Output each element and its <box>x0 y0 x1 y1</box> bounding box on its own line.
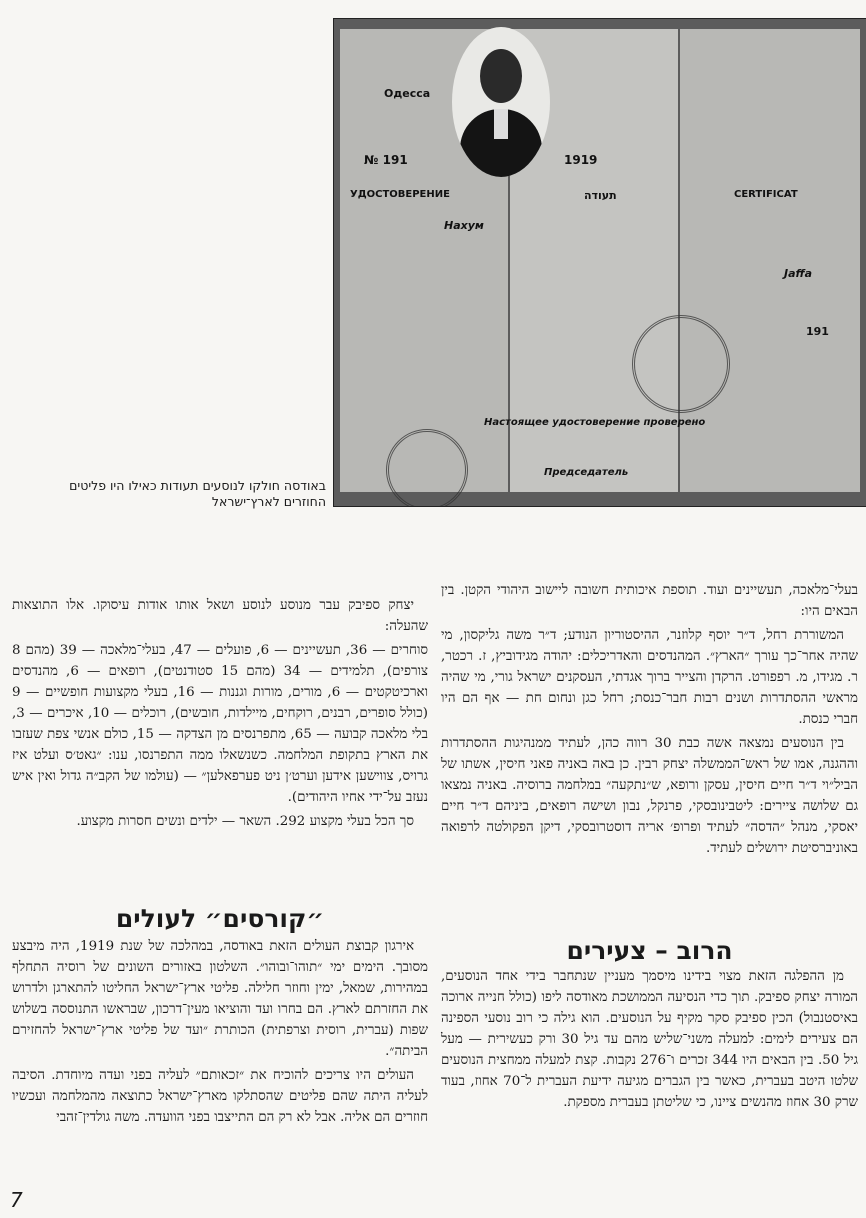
right-column-section <box>441 966 858 1116</box>
paragraph: בעלי־מלאכה, תעשיינים ועוד. תוספת איכותית חשובה ליישוב היהודי הקטן. בין הבאים היו: <box>441 583 858 619</box>
round-stamp <box>632 315 730 413</box>
paragraph: המשוררת רחל, ד״ר יוסף קלוזנר, ההיסטוריון הנודע; ד״ר משה גליקסון, מי שהיה אחר־כך עורך ״הארץ״. המהנדסים והאדריכלים: יהודה מגידוביץ, ז. רכטר, ר. מגידו, מ. רפפורט. הרקדן והצייר ברוך אגדתי, העסקנים ישראל גורי, מי שהיה מראשי ההסתדרות ושנים רבות חבר־כנסת; רחל כגן ונחום חת — אף הם היו חברי כנסת. <box>441 628 858 727</box>
paragraph: מן ההפלגה הזאת מצוי בידינו מיסמך מעניין שנתחבר בידי אחד הנוסעים, המורה יצחק ספיבק. תוך כדי הנסיעה הממושכת מאודסה ליפו (כולל חנייה ארוכה באיסטנבול) הכין ספיבק סקר מקיף על הנוסעים. הוא גילה כי רוב נוסעי הספינה הם צעירים לימים: למעלה משני־שליש מהם עד גיל 30 ורק כעשירית — מעל גיל 50. בין הבאים היו 344 זכרים ו־276 נקבות. קצת למעלה ממחצית הנוסעים שלטו היטב בעברית, כאשר בין הגברים מגיעה ידיעת העברית ל־70 אחוז, בעוד שרק 30 אחוז מהנשים ציינו, כי שליטתן בעברית מספקת. <box>441 969 859 1110</box>
section-heading-courses: ״קורסים״ לעולים <box>115 904 325 933</box>
doc-number-middle: 1919 <box>564 153 598 167</box>
doc-script-line: Настоящее удостоверение проверено <box>484 417 706 428</box>
doc-heading-left: УДОСТОВЕРЕНИЕ <box>350 189 450 200</box>
doc-city-right: Jaffa <box>784 267 813 280</box>
doc-number-right: 191 <box>806 325 829 338</box>
paragraph: סך הכל בעלי מקצוע 292. השאר — ילדים ונשים חסרות מקצוע. <box>76 814 414 829</box>
doc-city-left: Одесса <box>384 87 431 100</box>
paragraph: סוחרים — 36, תעשיינים — 6, פועלים — 47, בעלי־מלאכה — 39 (מהם 8 צורפים), תלמידים — 34 (מהם 15 סטודנטים), רופאים — 6, מהנדסים וארכיטקטים — 6, מורים, מורות וגננות — 16, בעלי מקצועות חופשיים — 9 (כולל סופרים, רבנים, רוקחים, מיילדות, חובשים), רוכלים — 10, איכרים — 3, בלי מלאכה קבועה — 65, מתפרנסים מן הצדקה — 15, כולם אנשי צפת שעזבו את הארץ בתקופת המלחמה. כשנשאלו ממה התפרנסו, ענו: ״גאט׳ס ועלט איז גרויס, צווישען אידען וערט׳ן ניט פערפאלען״ — (עולמו של הקב״ה גדול ואין איש נעזב על־ידי אחיו היהודים). <box>12 643 429 805</box>
right-column <box>441 580 858 862</box>
photo-caption: באודסה חולקו לנוסעים תעודות כאילו היו פליטים החוזרים לארץ־ישראל <box>69 478 326 509</box>
doc-signature: Председатель <box>544 467 629 478</box>
section-heading-young: הרוב – צעירים <box>566 936 733 965</box>
doc-name-left: Нахум <box>444 219 484 232</box>
doc-heading-middle: תעודה <box>584 189 617 202</box>
paragraph: בין הנוסעים נמצאה אשה כבת 30 רווה כהן, לעתיד ממנהיגות ההסתדרות וההגנה, אמו של ראש־הממשלה יצחק רבין. כן באה באניה פאני חיסין, אשתו של הביל״וי ד״ר חיים חיסין, עסקן ורופא, ש״נתקעה״ במלחמה ברוסיה. באניה נמצאו גם שלושה ציירים: ליטבינובסקי, פרנקל, נבון ושישה רופאים, ביניהם ד״ר חיים יאסקי, מנהל ״הדסה״ לעתיד ופרופ׳ אריה דוסטרובסקי, דיקן הפקולטה לרפואה באוניברסיטת ירושלים לעתיד. <box>441 736 858 856</box>
left-column-section <box>12 936 428 1131</box>
certificate-photo <box>333 18 866 507</box>
paragraph: אירגון קבוצת העולים הזאת באודסה, במהלכה של שנת 1919, היה מיבצע מסובך. הימים ימי ״תוהו־ובוהו״. השלטון באזורים השונים של רוסיה התחלף במהירות, שמאל, ימין וחוזר חלילה. פליטי ארץ־ישראל החליטו להתארגן ולדרוש את החזרתם לארץ. הם בחרו ועד והוציאו מעין־דרכון, שבראשו התנוססה בשלוש שפות (עברית, רוסית וצרפתית) הכותרת ״ועד של פליטי ארץ־ישראל להחזירם הביתה״. <box>12 939 428 1059</box>
round-stamp <box>386 429 468 507</box>
doc-heading-right: CERTIFICAT <box>734 189 798 200</box>
doc-number-left: № 191 <box>364 153 408 167</box>
paragraph: העולים היו צריכים להוכיח את ״זכאותם״ לעליה בפני ועדה מיוחדת. הסיבה לעליה היתה שהם פליטים שהסתלקו מארץ־ישראל כתוצאה מהמלחמה ועכשיו חוזרים הם אליה. אבל לא רק הם התייצבו בפני הוועדה. משה גולדין־זהבי <box>12 1068 428 1125</box>
certificate-panel-right <box>680 29 860 492</box>
left-column <box>12 595 428 835</box>
page-number: 7 <box>10 1188 23 1212</box>
paragraph: יצחק ספיבק עבר מנוסע לנוסע ושאל אותו אודות עיסוקו. אלו התוצאות שהעלה: <box>12 598 428 634</box>
portrait-photo <box>452 27 550 177</box>
